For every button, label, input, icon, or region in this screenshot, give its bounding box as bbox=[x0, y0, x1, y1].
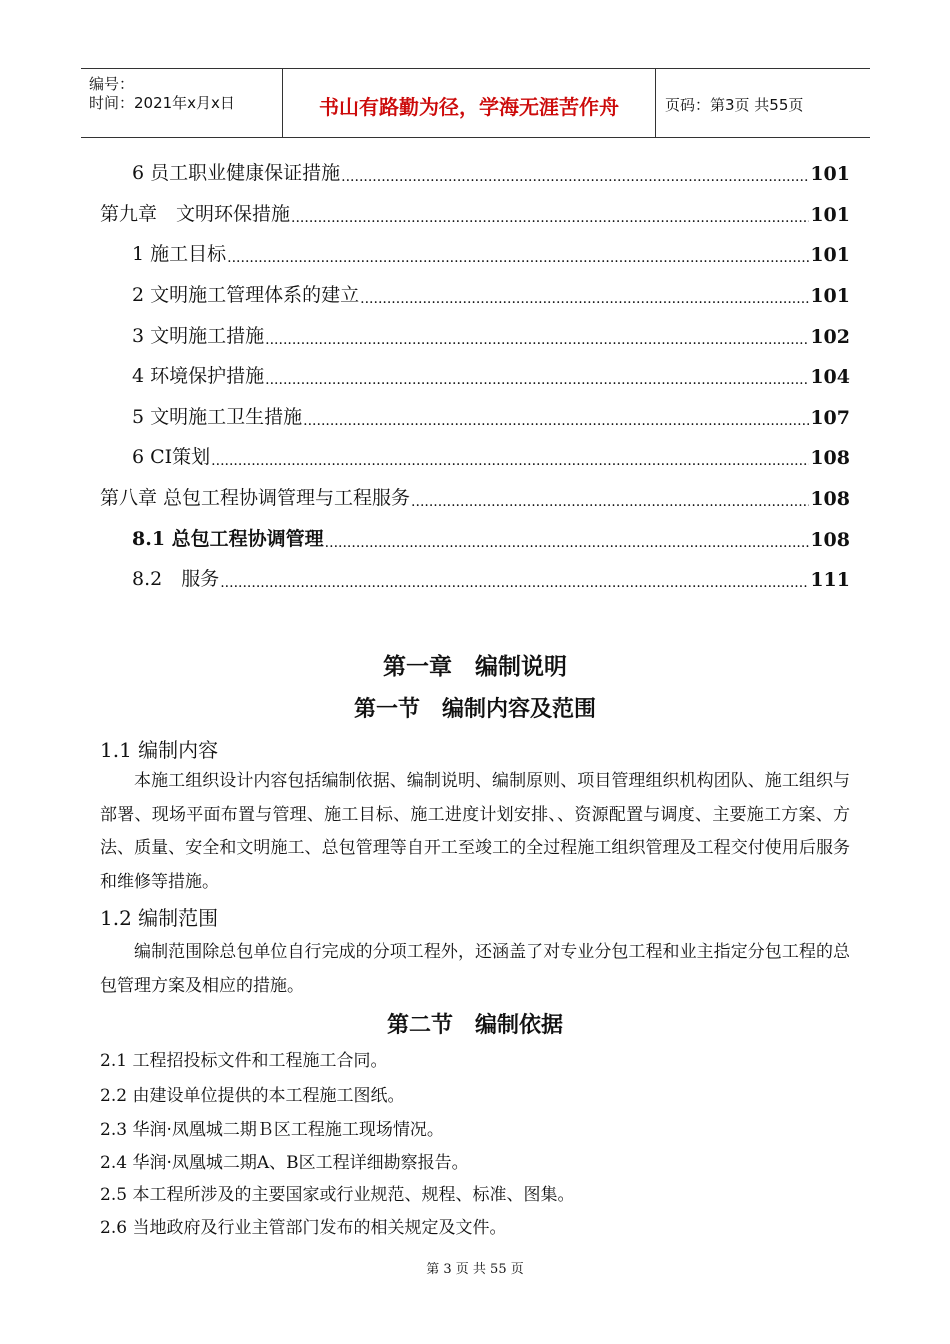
toc-entry-page: 108 bbox=[810, 447, 850, 469]
toc-entry[interactable] bbox=[132, 563, 850, 591]
toc-leader-dots bbox=[411, 494, 809, 510]
toc-leader-dots bbox=[220, 575, 809, 591]
toc-leader-dots bbox=[303, 413, 809, 429]
toc-leader-dots bbox=[227, 250, 809, 266]
header-meta-cell bbox=[81, 69, 281, 137]
toc-entry-page: 111 bbox=[810, 569, 850, 591]
toc-entry[interactable] bbox=[132, 401, 850, 429]
toc-entry[interactable] bbox=[132, 360, 850, 388]
header-page-cell bbox=[655, 69, 870, 137]
toc-leader-dots bbox=[291, 210, 809, 226]
toc-entry-page: 101 bbox=[810, 285, 850, 307]
toc-entry-title: 第九章 文明环保措施 bbox=[100, 203, 291, 225]
page-footer: 第 3 页 共 55 页 bbox=[426, 1262, 524, 1277]
subsection-heading: 1.1 编制内容 bbox=[100, 738, 219, 762]
toc-entry-page: 101 bbox=[810, 204, 850, 226]
document-time-label: 时间：2021年x月x日 bbox=[89, 94, 235, 112]
header-motto-cell bbox=[282, 69, 656, 137]
toc-entry[interactable] bbox=[132, 523, 850, 551]
toc-entry-page: 108 bbox=[810, 529, 850, 551]
toc-entry[interactable] bbox=[132, 238, 850, 266]
toc-entry[interactable] bbox=[132, 279, 850, 307]
section-title: 第二节 编制依据 bbox=[386, 1013, 563, 1038]
list-item: 2.1 工程招投标文件和工程施工合同。 bbox=[100, 1051, 388, 1071]
toc-entry-title: 8.2 服务 bbox=[132, 568, 220, 590]
toc-entry-page: 102 bbox=[810, 326, 850, 348]
toc-leader-dots bbox=[265, 372, 809, 388]
toc-entry-title: 8.1 总包工程协调管理 bbox=[132, 528, 324, 550]
list-item: 2.2 由建设单位提供的本工程施工图纸。 bbox=[100, 1086, 405, 1106]
toc-entry-title: 1 施工目标 bbox=[132, 243, 227, 265]
toc-leader-dots bbox=[360, 291, 809, 307]
toc-leader-dots bbox=[265, 332, 809, 348]
toc-leader-dots bbox=[211, 453, 809, 469]
toc-entry-page: 101 bbox=[810, 244, 850, 266]
toc-entry-page: 107 bbox=[810, 407, 850, 429]
paragraph bbox=[100, 936, 850, 1003]
toc-entry-title: 6 CI策划 bbox=[132, 446, 211, 468]
paragraph bbox=[100, 765, 850, 899]
toc-leader-dots bbox=[325, 535, 810, 551]
document-number-label: 编号： bbox=[89, 75, 135, 93]
toc-entry-page: 101 bbox=[810, 163, 850, 185]
list-item: 2.3 华润·凤凰城二期Ｂ区工程施工现场情况。 bbox=[100, 1120, 444, 1140]
toc-entry-title: 6 员工职业健康保证措施 bbox=[132, 162, 341, 184]
chapter-title: 第一章 编制说明 bbox=[383, 654, 567, 680]
toc-entry-page: 108 bbox=[810, 488, 850, 510]
section-title: 第一节 编制内容及范围 bbox=[353, 697, 596, 722]
toc-entry[interactable] bbox=[132, 157, 850, 185]
toc-entry[interactable] bbox=[100, 482, 850, 510]
toc-entry[interactable] bbox=[132, 320, 850, 348]
toc-entry-title: 5 文明施工卫生措施 bbox=[132, 406, 303, 428]
subsection-heading: 1.2 编制范围 bbox=[100, 906, 219, 930]
header-page-info: 页码：第3页 共55页 bbox=[665, 96, 804, 114]
toc-entry-page: 104 bbox=[810, 366, 850, 388]
page-header bbox=[81, 68, 870, 138]
paragraph-text: 本施工组织设计内容包括编制依据、编制说明、编制原则、项目管理组织机构团队、施工组织与部署、现场平面布置与管理、施工目标、施工进度计划安排、、资源配置与调度、主要施工方案、方法、质量、安全和文明施工、总包管理等自开工至竣工的全过程施工组织管理及工程交付使用后服务和维修等措施。 bbox=[100, 771, 850, 892]
toc-entry-title: 3 文明施工措施 bbox=[132, 325, 265, 347]
toc-entry[interactable] bbox=[132, 441, 850, 469]
toc-entry[interactable] bbox=[100, 198, 850, 226]
list-item: 2.4 华润·凤凰城二期A、B区工程详细勘察报告。 bbox=[100, 1153, 469, 1173]
toc-entry-title: 4 环境保护措施 bbox=[132, 365, 265, 387]
header-motto: 书山有路勤为径，学海无涯苦作舟 bbox=[319, 95, 619, 119]
list-item: 2.6 当地政府及行业主管部门发布的相关规定及文件。 bbox=[100, 1218, 507, 1238]
toc-entry-title: 2 文明施工管理体系的建立 bbox=[132, 284, 360, 306]
paragraph-text: 编制范围除总包单位自行完成的分项工程外，还涵盖了对专业分包工程和业主指定分包工程的总包管理方案及相应的措施。 bbox=[100, 942, 850, 996]
list-item: 2.5 本工程所涉及的主要国家或行业规范、规程、标准、图集。 bbox=[100, 1185, 575, 1205]
toc-entry-title: 第八章 总包工程协调管理与工程服务 bbox=[100, 487, 411, 509]
toc-leader-dots bbox=[341, 169, 809, 185]
